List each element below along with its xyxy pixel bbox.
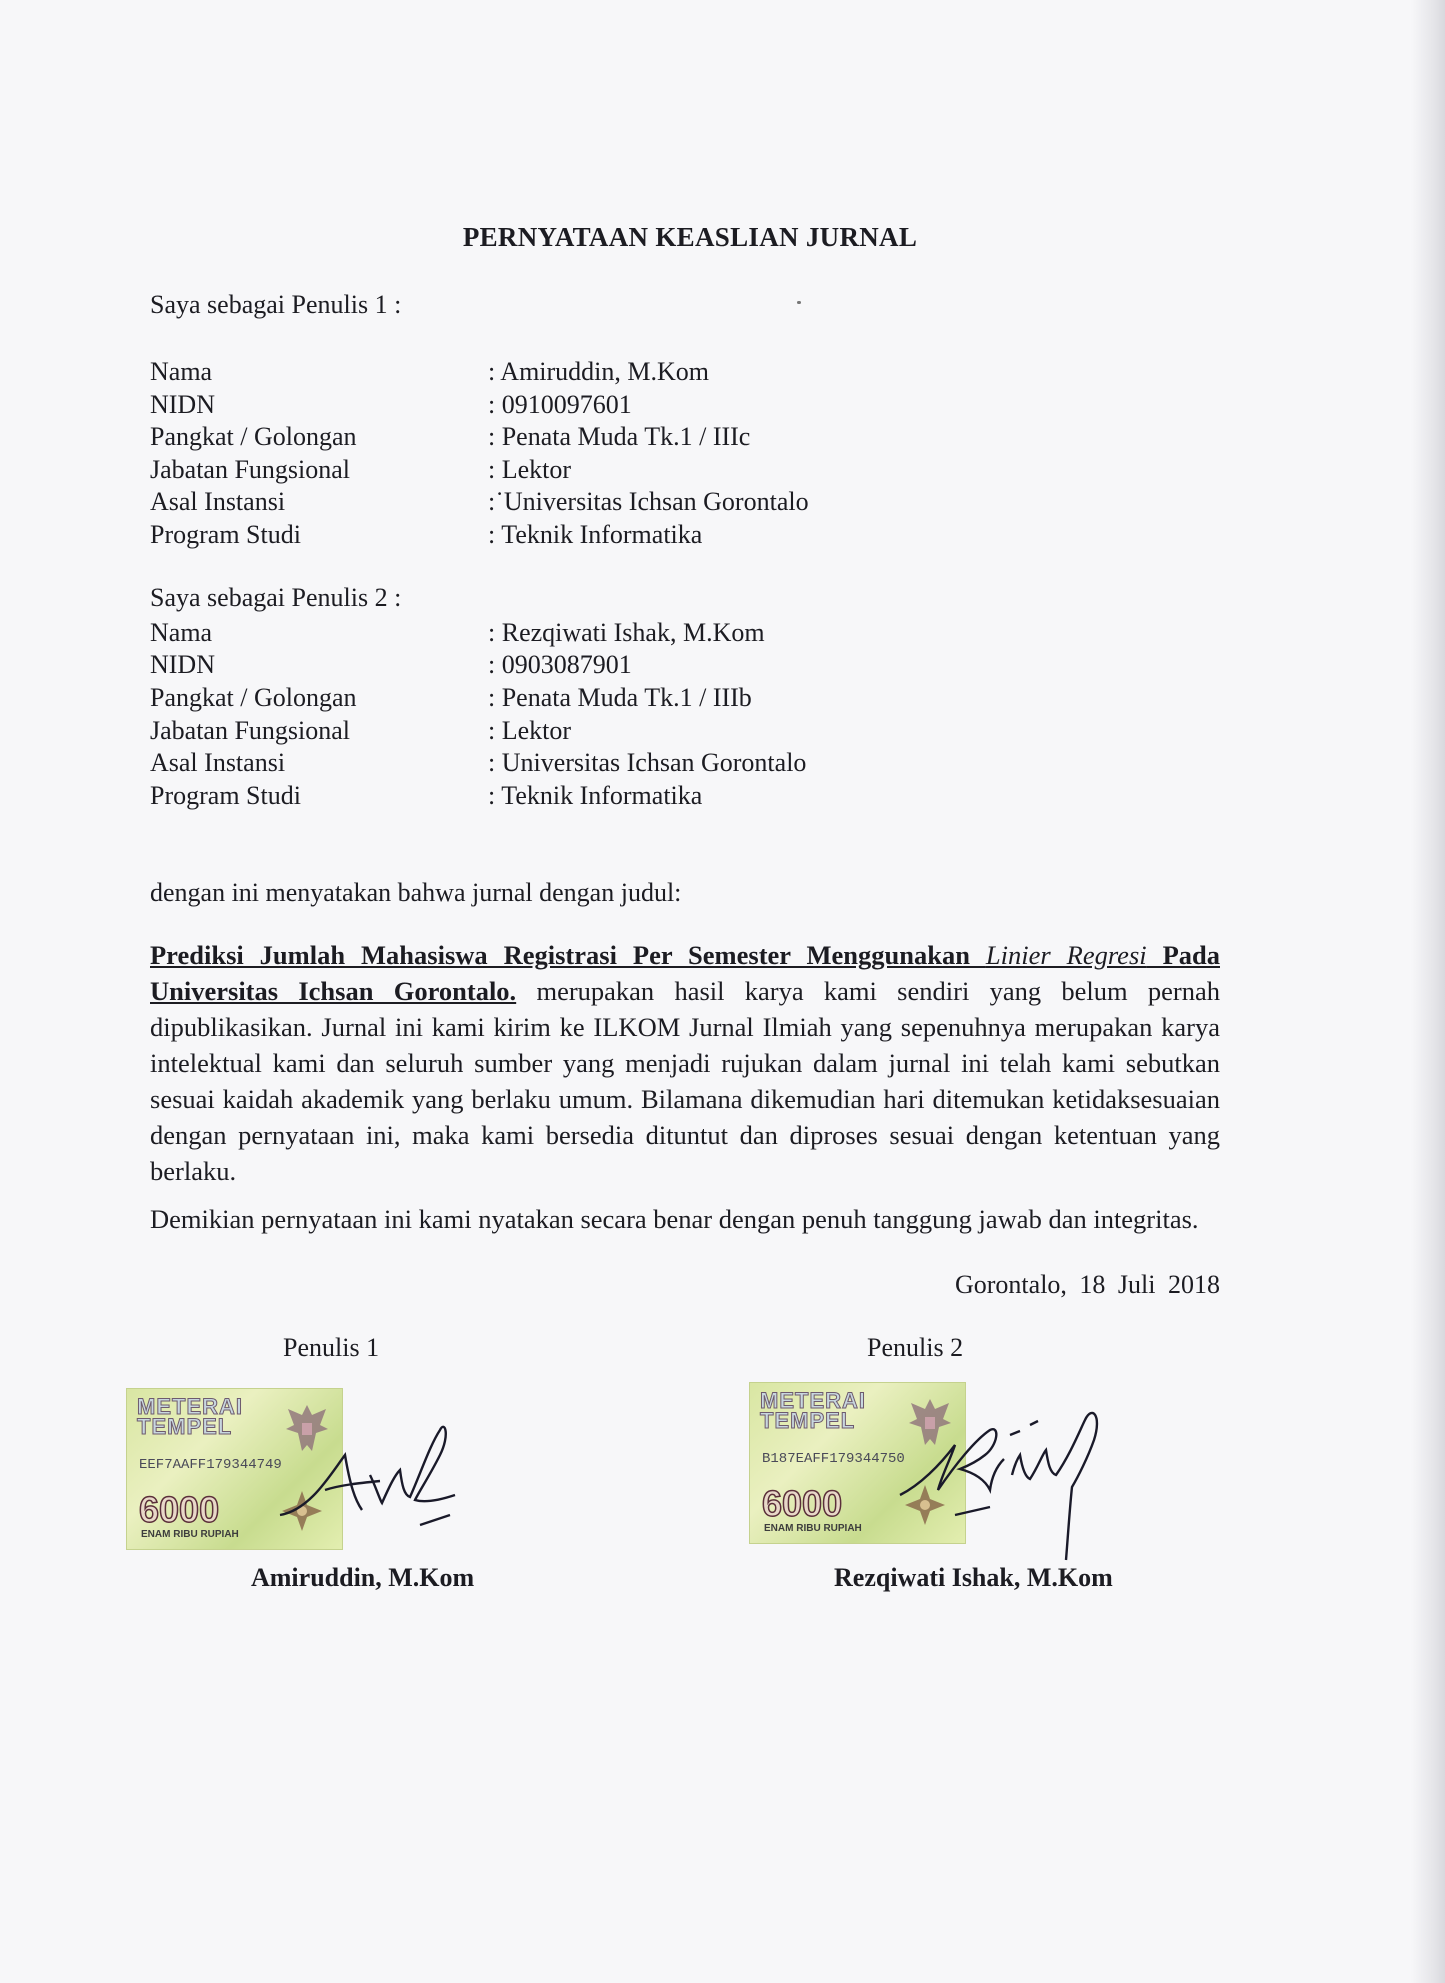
author1-rank-row bbox=[150, 420, 1250, 453]
field-label: NIDN bbox=[150, 390, 215, 419]
signature-1 bbox=[270, 1415, 470, 1545]
signature-2 bbox=[880, 1395, 1120, 1565]
stamp-subtitle: ENAM RIBU RUPIAH bbox=[764, 1523, 862, 1534]
field-label: Pangkat / Golongan bbox=[150, 683, 357, 712]
field-label: Nama bbox=[150, 618, 213, 647]
stamp-header bbox=[137, 1394, 243, 1439]
author2-institution-row bbox=[150, 746, 1250, 779]
field-value: : Universitas Ichsan Gorontalo bbox=[488, 748, 807, 777]
scan-edge-shadow bbox=[1411, 0, 1445, 1983]
stamp-serial: B187EAFF179344750 bbox=[762, 1451, 905, 1467]
scan-speck bbox=[797, 301, 801, 304]
author1-program-row bbox=[150, 518, 1250, 551]
author1-position-row bbox=[150, 453, 1250, 486]
journal-title-part2: Pada Universitas Ichsan Gorontalo. bbox=[150, 940, 1220, 1006]
stamp-subtitle: ENAM RIBU RUPIAH bbox=[141, 1529, 239, 1540]
field-label: NIDN bbox=[150, 650, 215, 679]
author2-name-row bbox=[150, 616, 1250, 649]
field-value: : Penata Muda Tk.1 / IIIb bbox=[488, 683, 752, 712]
field-label: Asal Instansi bbox=[150, 487, 286, 516]
field-value: : Penata Muda Tk.1 / IIIc bbox=[488, 422, 751, 451]
field-label: Program Studi bbox=[150, 781, 301, 810]
field-value: : 0903087901 bbox=[488, 650, 632, 679]
author1-institution-row bbox=[150, 485, 1250, 518]
field-label: Pangkat / Golongan bbox=[150, 422, 357, 451]
stamp-denomination: 6000 bbox=[762, 1483, 843, 1524]
journal-title-italic: Linier Regresi bbox=[985, 940, 1147, 970]
author1-nidn-row bbox=[150, 388, 1250, 421]
stamp-denomination: 6000 bbox=[139, 1489, 220, 1530]
stamp-header-line2: TEMPEL bbox=[760, 1408, 856, 1433]
intro-text: dengan ini menyatakan bahwa jurnal dengan judul: bbox=[150, 878, 682, 907]
signer2-name: Rezqiwati Ishak, M.Kom bbox=[834, 1563, 1113, 1592]
author2-position-row bbox=[150, 714, 1250, 747]
author1-name-row bbox=[150, 355, 1250, 388]
field-value: : Teknik Informatika bbox=[488, 520, 703, 549]
author2-nidn-row bbox=[150, 648, 1250, 681]
statement-text: merupakan hasil karya kami sendiri yang belum pernah dipublikasikan. Jurnal ini kami kirim ke ILKOM Jurnal Ilmiah yang sepenuhnya merupakan karya intelektual kami dan seluruh sumber yang menjadi rujukan dalam jurnal ini telah kami sebutkan sesuai kaidah akademik yang berlaku umum. Bilamana dikemudian hari ditemukan ketidaksesuaian dengan pernyataan ini, maka kami bersedia dituntut dan diproses sesuai dengan ketentuan yang berlaku. bbox=[150, 976, 1220, 1186]
field-value: :˙Universitas Ichsan Gorontalo bbox=[488, 487, 809, 516]
signer1-name: Amiruddin, M.Kom bbox=[251, 1563, 475, 1592]
stamp-header-line2: TEMPEL bbox=[137, 1414, 233, 1439]
statement-body bbox=[150, 937, 1220, 1189]
field-label: Program Studi bbox=[150, 520, 301, 549]
signer2-label: Penulis 2 bbox=[867, 1333, 964, 1362]
stamp-header bbox=[760, 1388, 866, 1433]
closing-text: Demikian pernyataan ini kami nyatakan secara benar dengan penuh tanggung jawab dan integritas. bbox=[150, 1204, 1199, 1234]
field-label: Asal Instansi bbox=[150, 748, 286, 777]
field-value: : Teknik Informatika bbox=[488, 781, 703, 810]
field-label: Jabatan Fungsional bbox=[150, 716, 351, 745]
signer1-label: Penulis 1 bbox=[283, 1333, 380, 1362]
field-value: : Amiruddin, M.Kom bbox=[488, 357, 710, 386]
stamp-header-line1: METERAI bbox=[760, 1388, 866, 1413]
place-date: Gorontalo, 18 Juli 2018 bbox=[955, 1270, 1220, 1299]
document-title: PERNYATAAN KEASLIAN JURNAL bbox=[462, 222, 918, 252]
stamp-serial: EEF7AAFF179344749 bbox=[139, 1457, 282, 1473]
author2-heading: Saya sebagai Penulis 2 : bbox=[150, 583, 402, 612]
journal-title-part1: Prediksi Jumlah Mahasiswa Registrasi Per Semester Menggunakan bbox=[150, 940, 986, 970]
stamp-header-line1: METERAI bbox=[137, 1394, 243, 1419]
author1-heading: Saya sebagai Penulis 1 : bbox=[150, 290, 402, 319]
author2-program-row bbox=[150, 779, 1250, 812]
author2-rank-row bbox=[150, 681, 1250, 714]
field-value: : 0910097601 bbox=[488, 390, 632, 419]
field-label: Jabatan Fungsional bbox=[150, 455, 351, 484]
field-value: : Lektor bbox=[488, 716, 572, 745]
field-label: Nama bbox=[150, 357, 213, 386]
field-value: : Lektor bbox=[488, 455, 572, 484]
field-value: : Rezqiwati Ishak, M.Kom bbox=[488, 618, 765, 647]
